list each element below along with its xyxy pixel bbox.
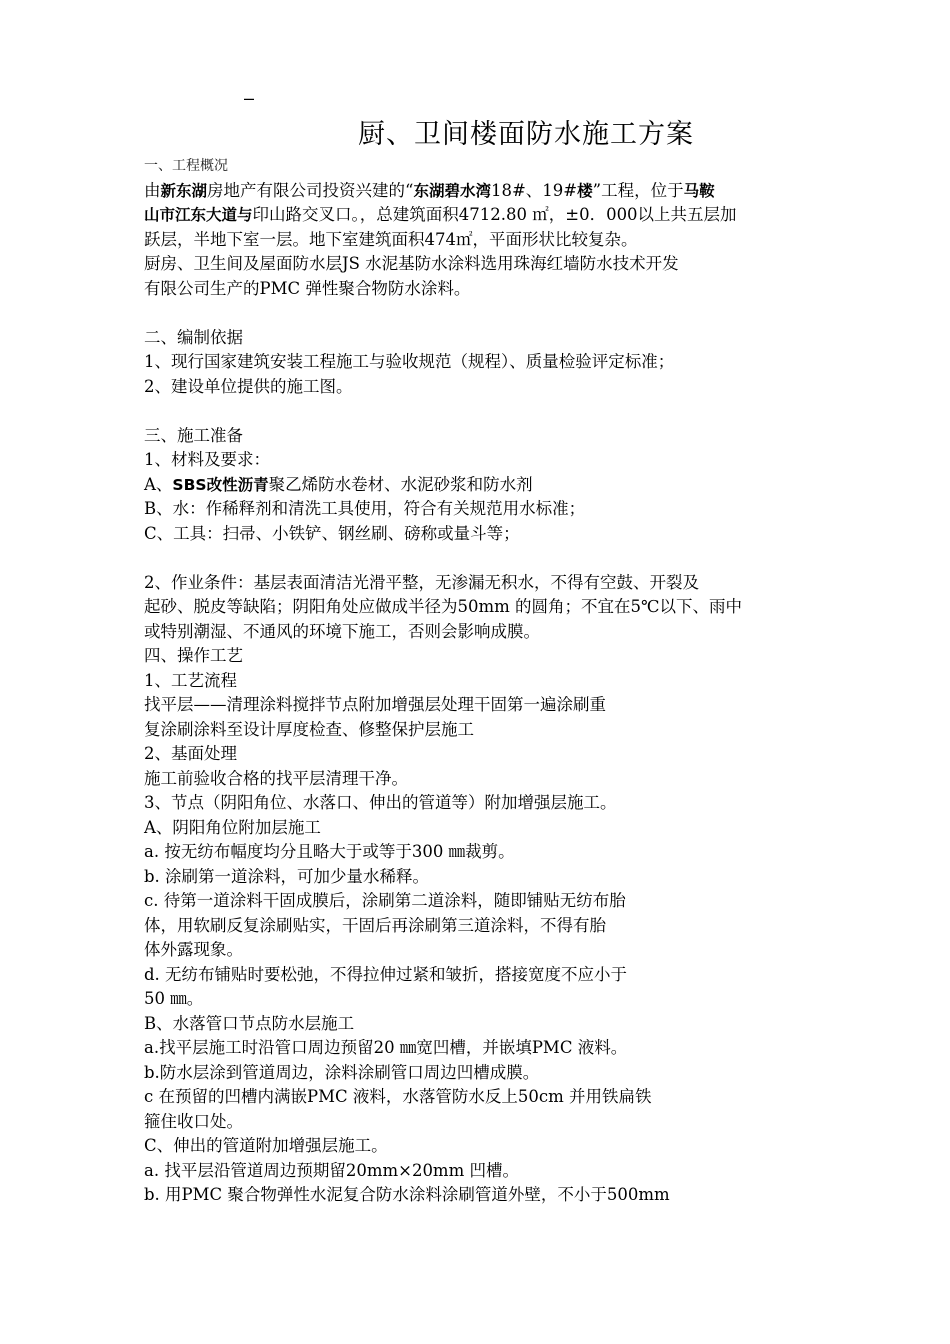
paragraph-line: 有限公司生产的PMC 弹性聚合物防水涂料。: [144, 278, 471, 298]
paragraph-line: [144, 473, 824, 498]
paragraph-line: [144, 203, 824, 228]
text-run: 印山路交叉口。，总建筑面积4712.80 ㎡，±0．000以上共五层加: [252, 205, 737, 224]
paragraph-line: b. 涂刷第一道涂料，可加少量水稀释。: [144, 866, 430, 886]
section-heading-preparation: 三、施工准备: [144, 425, 243, 445]
paragraph-line: [144, 179, 824, 204]
paragraph-line: 找平层——清理涂料搅拌节点附加增强层处理干固第一遍涂刷重: [144, 695, 606, 714]
blank-line: [144, 301, 824, 326]
section-heading-overview: 一、工程概况: [144, 158, 228, 174]
paragraph-line: 厨房、卫生间及屋面防水层JS 水泥基防水涂料选用珠海红墙防水技术开发: [144, 254, 679, 273]
paragraph-line: c 在预留的凹槽内满嵌PMC 液料，水落管防水反上50cm 并用铁扁铁: [144, 1087, 652, 1106]
paragraph-line: 2、作业条件：基层表面清洁光滑平整，无渗漏无积水，不得有空鼓、开裂及: [144, 572, 699, 592]
paragraph-line: 体，用软刷反复涂刷贴实，干固后再涂刷第三道涂料，不得有胎: [144, 915, 606, 935]
paragraph-line: c. 待第一道涂料干固成膜后，涂刷第二道涂料，随即铺贴无纺布胎: [144, 891, 626, 910]
text-run: 聚乙烯防水卷材、水泥砂浆和防水剂: [268, 474, 533, 494]
paragraph-line: 3、节点（阴阳角位、水落口、伸出的管道等）附加增强层施工。: [144, 793, 617, 812]
bold-text-run: 马鞍: [683, 181, 715, 200]
paragraph-line: 体外露现象。: [144, 940, 243, 959]
paragraph-line: d. 无纺布铺贴时要松弛，不得拉伸过紧和皱折，搭接宽度不应小于: [144, 964, 628, 984]
paragraph-line: 1、现行国家建筑安装工程施工与验收规范（规程）、质量检验评定标准；: [144, 352, 675, 371]
blank-line: [144, 399, 824, 424]
bold-text-run: SBS改性沥青: [172, 475, 269, 494]
paragraph-line: a. 按无纺布幅度均分且略大于或等于300 ㎜裁剪。: [144, 842, 515, 861]
paragraph-line: 箍住收口处。: [144, 1111, 243, 1131]
paragraph-line: C、工具：扫帚、小铁铲、钢丝刷、磅称或量斗等；: [144, 523, 520, 543]
document-title: 厨、卫间楼面防水施工方案: [358, 119, 694, 150]
text-run: ”工程，位于: [592, 180, 684, 200]
section-heading-basis: 二、编制依据: [144, 327, 243, 347]
paragraph-line: 50 ㎜。: [144, 989, 204, 1008]
bold-text-run: 东湖碧水湾: [413, 181, 491, 200]
blank-line: [144, 546, 824, 571]
text-run: 房地产有限公司投资兴建的“: [207, 180, 414, 200]
paragraph-line: 施工前验收合格的找平层清理干净。: [144, 768, 408, 788]
paragraph-line: b. 用PMC 聚合物弹性水泥复合防水涂料涂刷管道外壁，不小于500mm: [144, 1185, 670, 1204]
paragraph-line: 起砂、脱皮等缺陷；阴阳角处应做成半径为50mm 的圆角；不宜在5℃以下、雨中: [144, 597, 742, 616]
paragraph-line: 跃层，半地下室一层。地下室建筑面积474㎡，平面形状比较复杂。: [144, 229, 638, 249]
section-heading-operation: 四、操作工艺: [144, 646, 243, 665]
paragraph-line: C、伸出的管道附加增强层施工。: [144, 1136, 388, 1155]
paragraph-line: 复涂刷涂料至设计厚度检查、修整保护层施工: [144, 719, 474, 739]
paragraph-line: A、阴阳角位附加层施工: [144, 817, 321, 837]
paragraph-line: 2、建设单位提供的施工图。: [144, 376, 353, 396]
paragraph-line: a. 找平层沿管道周边预期留20mm×20mm 凹槽。: [144, 1160, 519, 1180]
paragraph-line: 1、材料及要求：: [144, 450, 270, 469]
bold-text-run: 新东湖: [160, 181, 208, 200]
paragraph-line: B、水落管口节点防水层施工: [144, 1013, 355, 1033]
paragraph-line: a.找平层施工时沿管口周边预留20 ㎜宽凹槽，并嵌填PMC 液料。: [144, 1038, 628, 1057]
paragraph-line: b.防水层涂到管道周边，涂料涂刷管口周边凹槽成膜。: [144, 1062, 540, 1082]
paragraph-line: 2、基面处理: [144, 744, 237, 763]
paragraph-line: B、水：作稀释剂和清洗工具使用，符合有关规范用水标准；: [144, 499, 586, 518]
document-body: [144, 154, 824, 1208]
text-run: 由: [144, 180, 161, 200]
paragraph-line: 或特别潮湿、不通风的环境下施工，否则会影响成膜。: [144, 621, 540, 641]
text-run: A、: [144, 474, 173, 494]
bold-text-run: 楼: [577, 181, 593, 200]
text-run: 18#、19#: [490, 180, 578, 200]
header-dash: –: [244, 88, 255, 108]
paragraph-line: 1、工艺流程: [144, 670, 237, 690]
bold-text-run: 山市江东大道与: [144, 206, 253, 224]
